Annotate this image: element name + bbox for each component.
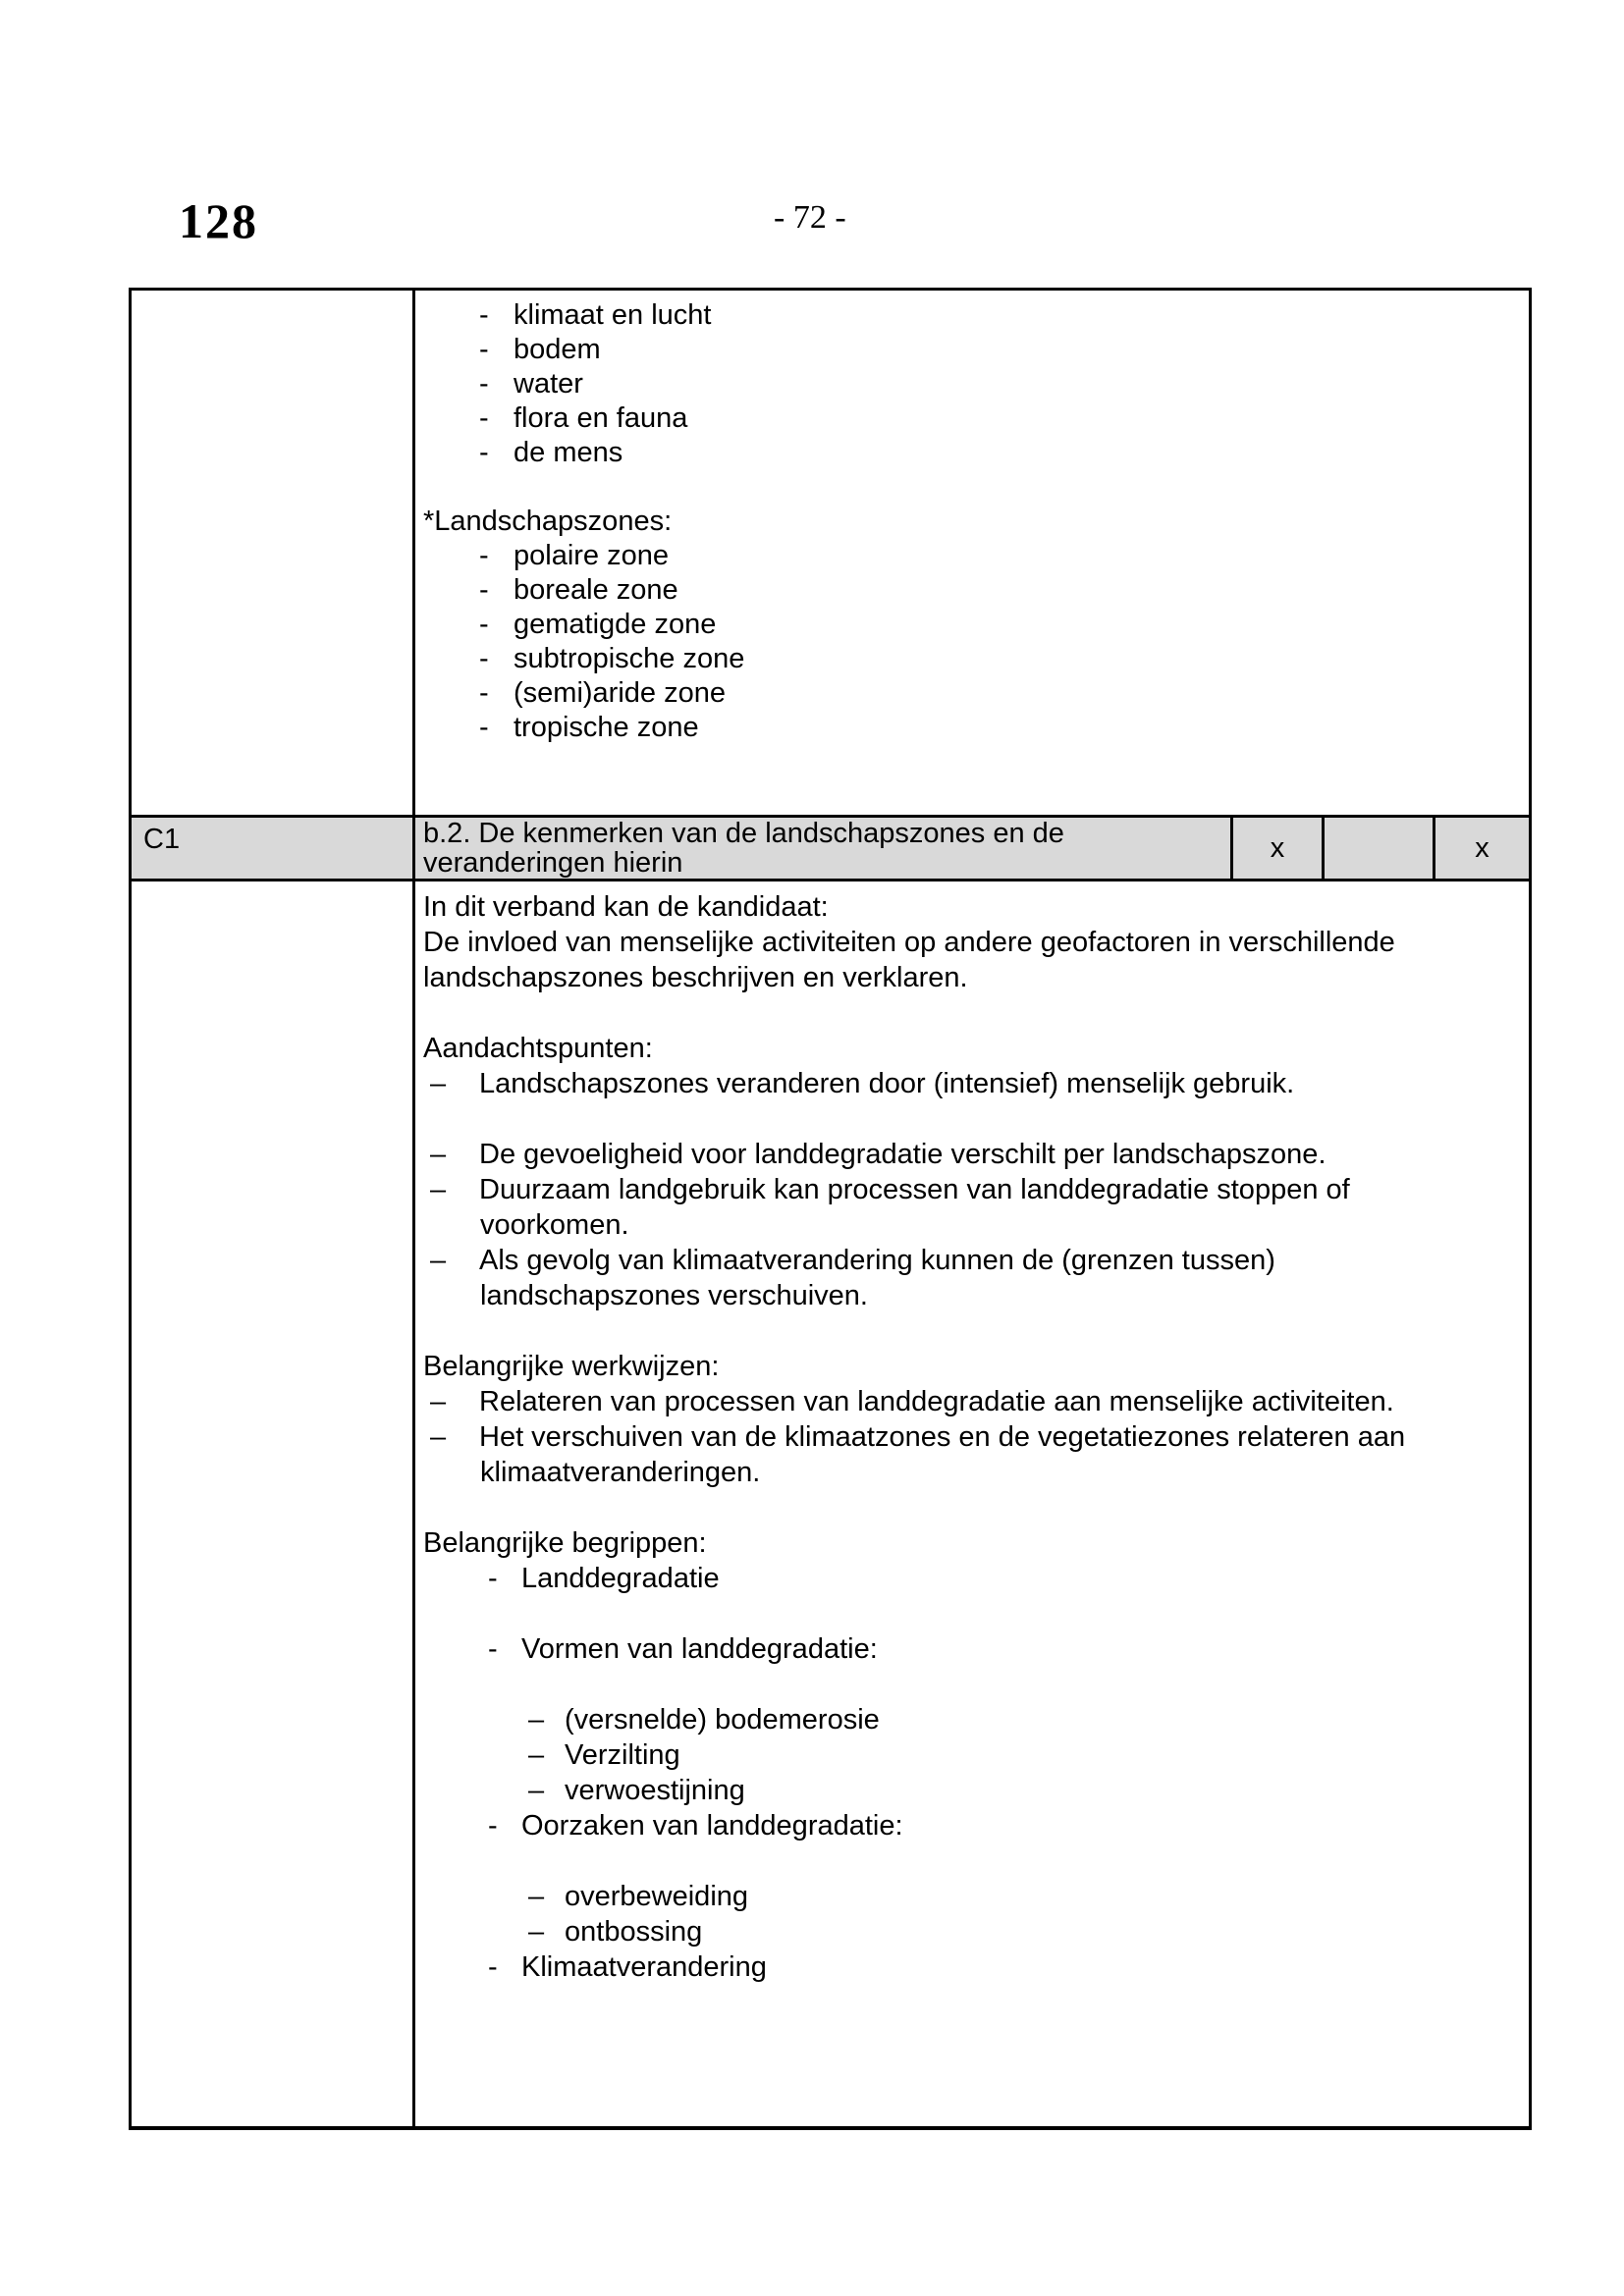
line-text: landschapszones verschuiven.	[480, 1280, 868, 1311]
line-text: klimaatveranderingen.	[480, 1457, 761, 1488]
text-line	[423, 1066, 1519, 1101]
list-dash-marker: –	[430, 1245, 447, 1276]
table-row-kandidaat-content	[132, 881, 1529, 2126]
line-text: flora en fauna	[514, 402, 688, 434]
row3-code-cell	[132, 881, 415, 2126]
text-line	[423, 505, 1519, 539]
line-text: Belangrijke begrippen:	[423, 1527, 707, 1559]
line-text: polaire zone	[514, 540, 669, 571]
text-line	[423, 608, 1519, 642]
row3-content-cell	[415, 881, 1529, 2126]
syllabus-table	[129, 288, 1532, 2130]
list-dash-marker: -	[488, 1951, 498, 1983]
text-line	[423, 1949, 1519, 1985]
row2-mark-cell-2	[1325, 818, 1435, 879]
line-text: Belangrijke werkwijzen:	[423, 1351, 720, 1382]
text-line	[423, 298, 1519, 333]
text-line	[423, 1631, 1519, 1667]
row1-code-cell	[132, 291, 415, 815]
row2-title-line1: b.2. De kenmerken van de landschapszones en de	[423, 818, 1064, 849]
row2-mark-cell-1: x	[1233, 818, 1325, 879]
line-text: Duurzaam landgebruik kan processen van landdegradatie stoppen of	[479, 1174, 1350, 1205]
text-line	[423, 1384, 1519, 1419]
text-line	[423, 960, 1519, 995]
text-line	[423, 573, 1519, 608]
list-dash-marker: -	[479, 574, 489, 606]
text-line	[423, 1243, 1519, 1278]
text-line	[423, 1561, 1519, 1596]
text-line	[423, 642, 1519, 676]
line-text: (semi)aride zone	[514, 677, 726, 709]
text-line	[423, 333, 1519, 367]
line-text: De invloed van menselijke activiteiten op andere geofactoren in verschillende	[423, 927, 1395, 958]
text-line	[423, 1773, 1519, 1808]
line-text: klimaat en lucht	[514, 299, 712, 331]
blank-line	[423, 470, 1519, 505]
line-text: gematigde zone	[514, 609, 717, 640]
text-line	[423, 1137, 1519, 1172]
list-dash-marker: –	[528, 1881, 545, 1912]
blank-line	[423, 1101, 1519, 1137]
text-line	[423, 1702, 1519, 1737]
line-text: overbeweiding	[565, 1881, 749, 1912]
row1-content-cell	[415, 291, 1529, 815]
list-dash-marker: –	[430, 1421, 447, 1453]
line-text: tropische zone	[514, 712, 699, 743]
blank-line	[423, 995, 1519, 1031]
text-line	[423, 539, 1519, 573]
list-dash-marker: -	[479, 712, 489, 743]
list-dash-marker: –	[430, 1139, 447, 1170]
list-dash-marker: -	[479, 402, 489, 434]
text-line	[423, 889, 1519, 925]
line-text: Verzilting	[565, 1739, 680, 1771]
line-text: Klimaatverandering	[521, 1951, 767, 1983]
line-text: de mens	[514, 437, 623, 468]
line-text: landschapszones beschrijven en verklaren.	[423, 962, 968, 993]
row2-title-cell	[415, 818, 1233, 879]
list-dash-marker: -	[479, 677, 489, 709]
line-text: Het verschuiven van de klimaatzones en de vegetatiezones relateren aan	[479, 1421, 1406, 1453]
list-dash-marker: –	[430, 1174, 447, 1205]
row2-mark-cell-3: x	[1475, 831, 1489, 864]
text-line	[423, 925, 1519, 960]
blank-line	[423, 1596, 1519, 1631]
line-text: Aandachtspunten:	[423, 1033, 653, 1064]
line-text: bodem	[514, 334, 601, 365]
line-text: water	[514, 368, 583, 400]
list-dash-marker: –	[430, 1068, 447, 1099]
line-text: *Landschapszones:	[423, 506, 673, 537]
list-dash-marker: -	[488, 1563, 498, 1594]
text-line	[423, 1879, 1519, 1914]
text-line	[423, 676, 1519, 711]
list-dash-marker: –	[430, 1386, 447, 1417]
line-text: Landdegradatie	[521, 1563, 720, 1594]
blank-line	[423, 1843, 1519, 1879]
list-dash-marker: –	[528, 1775, 545, 1806]
line-text: Relateren van processen van landdegradatie aan menselijke activiteiten.	[479, 1386, 1394, 1417]
line-text: Oorzaken van landdegradatie:	[521, 1810, 903, 1842]
line-text: Als gevolg van klimaatverandering kunnen de (grenzen tussen)	[479, 1245, 1275, 1276]
blank-line	[423, 1313, 1519, 1349]
table-row-geofactoren	[132, 291, 1529, 815]
text-line	[423, 401, 1519, 436]
line-text: Vormen van landdegradatie:	[521, 1633, 878, 1665]
text-line	[423, 1278, 1519, 1313]
text-line	[423, 1737, 1519, 1773]
text-line	[423, 1525, 1519, 1561]
line-text: subtropische zone	[514, 643, 745, 674]
list-dash-marker: -	[479, 334, 489, 365]
list-dash-marker: -	[479, 368, 489, 400]
text-line	[423, 1172, 1519, 1207]
page-number-bold: 128	[179, 193, 258, 248]
text-line	[423, 1207, 1519, 1243]
list-dash-marker: -	[479, 437, 489, 468]
text-line	[423, 367, 1519, 401]
list-dash-marker: –	[528, 1739, 545, 1771]
row2-code-cell: C1	[132, 818, 415, 879]
text-line	[423, 1031, 1519, 1066]
line-text: voorkomen.	[480, 1209, 629, 1241]
text-line	[423, 711, 1519, 745]
list-dash-marker: -	[488, 1633, 498, 1665]
text-line	[423, 436, 1519, 470]
text-line	[423, 1455, 1519, 1490]
list-dash-marker: -	[479, 643, 489, 674]
text-line	[423, 1349, 1519, 1384]
blank-line	[423, 1667, 1519, 1702]
line-text: ontbossing	[565, 1916, 703, 1948]
text-line	[423, 1808, 1519, 1843]
list-dash-marker: -	[479, 299, 489, 331]
line-text: Landschapszones veranderen door (intensief) menselijk gebruik.	[479, 1068, 1295, 1099]
list-dash-marker: -	[479, 540, 489, 571]
list-dash-marker: -	[488, 1810, 498, 1842]
list-dash-marker: –	[528, 1704, 545, 1735]
line-text: boreale zone	[514, 574, 678, 606]
line-text: De gevoeligheid voor landdegradatie verschilt per landschapszone.	[479, 1139, 1326, 1170]
page-number-centered: - 72 -	[774, 199, 846, 236]
row2-title-line2: veranderingen hierin	[423, 847, 683, 879]
list-dash-marker: –	[528, 1916, 545, 1948]
line-text: verwoestijning	[565, 1775, 745, 1806]
table-row-c1-header	[132, 815, 1529, 881]
text-line	[423, 1914, 1519, 1949]
text-line	[423, 1419, 1519, 1455]
line-text: (versnelde) bodemerosie	[565, 1704, 880, 1735]
blank-line	[423, 1490, 1519, 1525]
list-dash-marker: -	[479, 609, 489, 640]
line-text: In dit verband kan de kandidaat:	[423, 891, 829, 923]
